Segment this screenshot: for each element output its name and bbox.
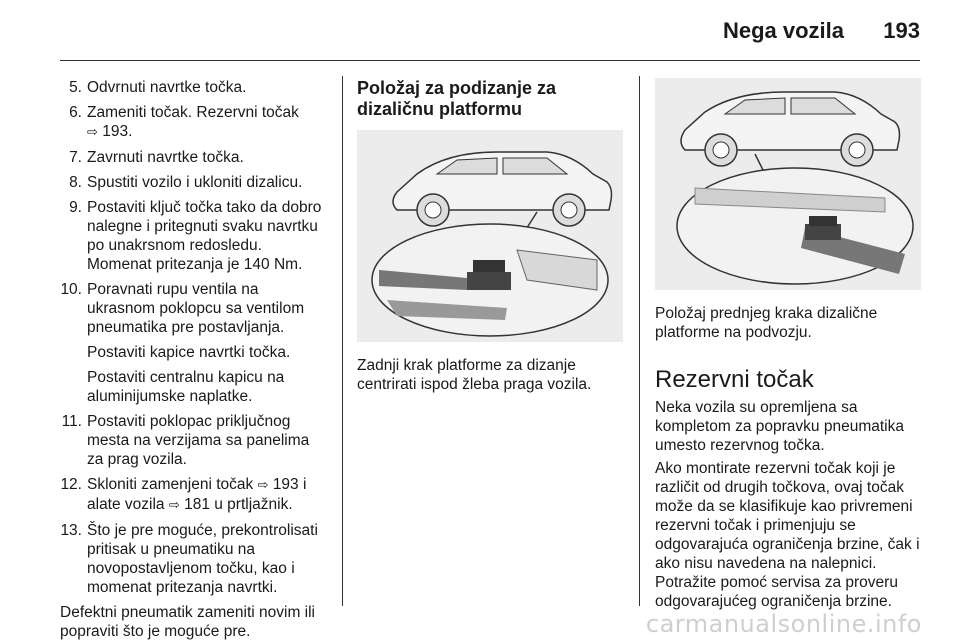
step-item: 8. Spustiti vozilo i ukloniti dizalicu.: [69, 174, 303, 191]
header-rule: [60, 60, 920, 61]
closing-text: Defektni pneumatik zameniti novim ili popraviti što je moguće pre.: [60, 604, 315, 640]
steps-list: [60, 78, 328, 597]
page-number: 193: [883, 18, 920, 43]
reference-arrow-icon: ⇨: [87, 125, 98, 140]
column-lift-position: [357, 78, 625, 410]
step-item: 12. Skloniti zamenjeni točak ⇨ 193 i alate vozila ⇨ 181 u prtljažnik.: [60, 476, 307, 513]
section-heading: Rezervni točak: [655, 366, 814, 393]
page-header: [0, 0, 960, 62]
page-reference[interactable]: 193.: [102, 123, 133, 140]
step-item: 10. Poravnati rupu ventila na ukrasnom poklopcu sa ventilom pneumatika pre postavljanja. Postaviti kapice navrtki točka. Postaviti centralnu kapicu na aluminijumske naplatke.: [60, 281, 305, 405]
body-paragraph: Ako montirate rezervni točak koji je različit od drugih točkova, ovaj točak može da se klasifikuje kao privremeni rezervni točak i primenjuju se odgovarajuća ograničenja brzine, čak i ako nisu navedena na nalepnici. Potražite pomoć servisa za proveru odgovarajućeg ograničenja brzine.: [655, 460, 920, 610]
figure-caption: Položaj prednjeg kraka dizalične platforme na podvozju.: [655, 305, 878, 341]
step-item: 9. Postaviti ključ točka tako da dobro nalegne i pritegnuti svaku navrtku po unakrsnom redosledu. Momenat pritezanja je 140 Nm.: [69, 199, 322, 273]
section-heading: Položaj za podizanje za dizaličnu platformu: [357, 78, 557, 119]
step-item: 13. Što je pre moguće, prekontrolisati pritisak u pneumatiku na novopostavljenom točku, kao i momenat pritezanja navrtki.: [60, 522, 318, 596]
watermark: carmanualsonline.info: [645, 610, 922, 638]
step-item: 11. Postaviti poklopac priključnog mesta na verzijama sa panelima za prag vozila.: [61, 413, 310, 468]
column-divider: [639, 76, 640, 606]
body-paragraph: Neka vozila su opremljena sa kompletom za popravku pneumatika umesto rezervnog točka.: [655, 399, 904, 454]
step-item: 5. Odvrnuti navrtke točka.: [69, 79, 247, 96]
page-reference[interactable]: 181 u prtljažnik.: [184, 496, 293, 513]
figure-caption: Zadnji krak platforme za dizanje centrirati ispod žleba praga vozila.: [357, 357, 592, 393]
rear-lift-arm-illustration: [357, 130, 623, 342]
page-title: Nega vozila: [722, 18, 844, 43]
reference-arrow-icon: ⇨: [257, 478, 269, 493]
column-divider: [342, 76, 343, 606]
front-lift-arm-illustration: [655, 78, 921, 290]
reference-arrow-icon: ⇨: [168, 498, 180, 513]
page-reference[interactable]: 193 i alate vozila: [87, 476, 307, 513]
column-spare-wheel: [655, 78, 923, 615]
step-item: 7. Zavrnuti navrtke točka.: [69, 149, 244, 166]
step-item: 6. Zameniti točak. Rezervni točak ⇨ 193.: [69, 104, 299, 140]
column-steps: [60, 78, 328, 641]
